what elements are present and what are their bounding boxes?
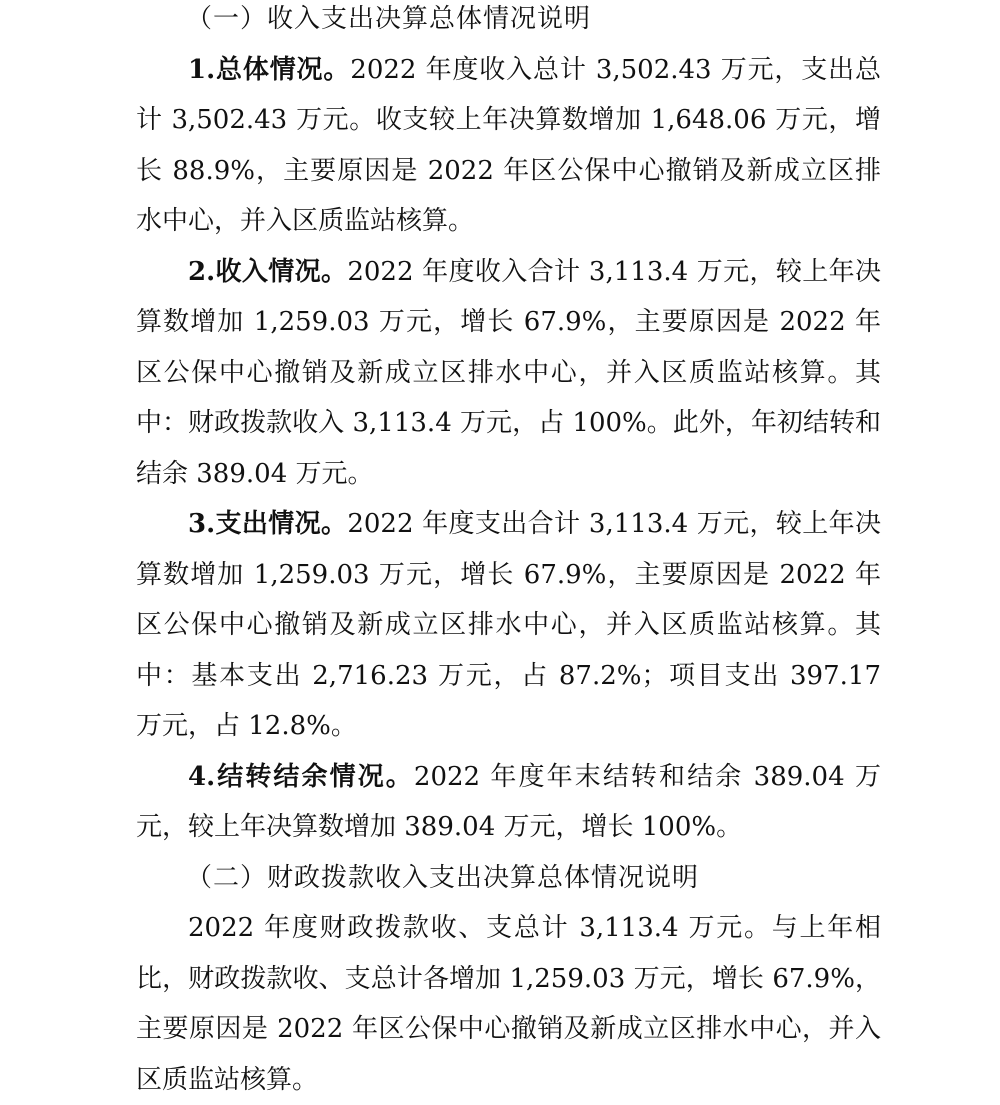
paragraph-text: 2022 年度收入总计 3,502.43 万元，支出总计 3,502.43 万元。收支较上年决算数增加 1,648.06 万元，增长 88.9%，主要原因是 2022 年区公保中心撤销及新成立区排水中心，并入区质监站核算。 [136,54,881,236]
paragraph-text: 2022 年度年末结转和结余 389.04 万元，较上年决算数增加 389.04 万元，增长 100%。 [136,761,881,842]
paragraph-text: 2022 年度支出合计 3,113.4 万元，较上年决算数增加 1,259.03 万元，增长 67.9%，主要原因是 2022 年区公保中心撤销及新成立区排水中心，并入区质监站核算。其中：基本支出 2,716.23 万元，占 87.2%；项目支出 397.17 万元，占 12.8%。 [136,509,881,741]
paragraph-overall [136,45,881,247]
paragraph-carryover [136,752,881,853]
section-heading-income-expenditure: （一）收入支出决算总体情况说明 [186,4,592,34]
paragraph-lead: 4.结转结余情况。 [188,761,414,792]
document-page [136,0,881,1105]
paragraph-income [136,247,881,500]
paragraph-expenditure [136,499,881,752]
paragraph-lead: 1.总体情况。 [188,54,351,85]
paragraph-text: 2022 年度收入合计 3,113.4 万元，较上年决算数增加 1,259.03 万元，增长 67.9%，主要原因是 2022 年区公保中心撤销及新成立区排水中心，并入区质监站核算。其中：财政拨款收入 3,113.4 万元，占 100%。此外，年初结转和结余 389.04 万元。 [136,256,881,489]
paragraph-lead: 2.收入情况。 [188,256,348,287]
paragraph-lead: 3.支出情况。 [188,509,348,539]
section-heading-fiscal-appropriation: （二）财政拨款收入支出决算总体情况说明 [186,862,700,893]
paragraph-fiscal-appropriation: 2022 年度财政拨款收、支总计 3,113.4 万元。与上年相比，财政拨款收、支总计各增加 1,259.03 万元，增长 67.9%，主要原因是 2022 年区公保中心撤销及新成立区排水中心，并入区质监站核算。 [136,913,881,1095]
